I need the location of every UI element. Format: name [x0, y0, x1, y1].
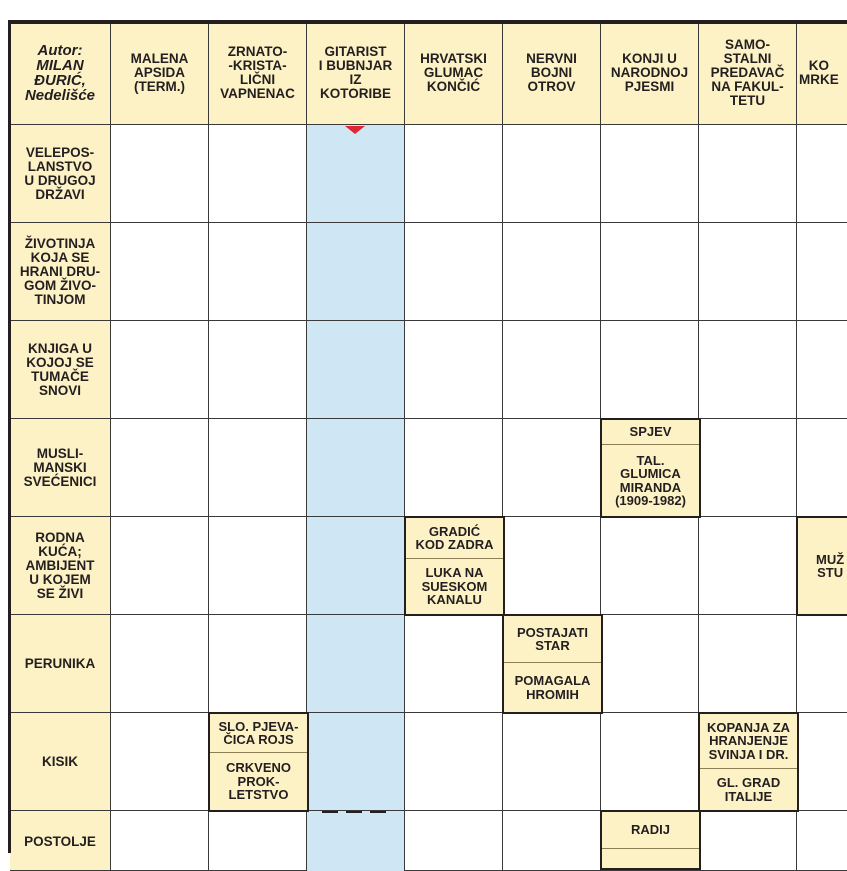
- header-clue-cut-off: KO MRKE: [797, 22, 847, 125]
- header-clue-samostalni-predavac: SAMO- STALNI PREDAVAČ NA FAKUL- TETU: [699, 22, 797, 125]
- answer-cell[interactable]: [601, 713, 699, 811]
- answer-cell[interactable]: [601, 615, 699, 713]
- answer-cell[interactable]: [405, 811, 503, 871]
- answer-cell[interactable]: [699, 419, 797, 517]
- header-clue-nervni-otrov: NERVNI BOJNI OTROV: [503, 22, 601, 125]
- clue-box-spjev: [600, 418, 701, 518]
- row-clue-perunika: PERUNIKA: [10, 615, 111, 713]
- answer-cell[interactable]: [503, 517, 601, 615]
- answer-cell[interactable]: [699, 125, 797, 223]
- clue-spjev: SPJEV: [629, 424, 672, 440]
- answer-cell[interactable]: [405, 615, 503, 713]
- clue-box-muz: [796, 516, 847, 616]
- answer-cell[interactable]: [797, 811, 847, 871]
- answer-cell[interactable]: [111, 223, 209, 321]
- top-margin: [0, 0, 847, 22]
- clue-radij: RADIJ: [630, 822, 670, 838]
- row-clue-muslimanski: MUSLI- MANSKI SVEĆENICI: [10, 419, 111, 517]
- answer-cell[interactable]: [797, 223, 847, 321]
- answer-cell[interactable]: [699, 615, 797, 713]
- row-clue-knjiga: KNJIGA U KOJOJ SE TUMAČE SNOVI: [10, 321, 111, 419]
- answer-cell[interactable]: [699, 321, 797, 419]
- answer-cell[interactable]: [111, 125, 209, 223]
- answer-cell[interactable]: [797, 125, 847, 223]
- author-credit: Autor: MILAN ĐURIĆ, Nedelišće: [10, 22, 111, 125]
- answer-cell[interactable]: [405, 713, 503, 811]
- answer-cell[interactable]: [601, 223, 699, 321]
- clue-crkveno-prokletstvo: CRKVENO PROK- LETSTVO: [210, 752, 307, 810]
- answer-cell[interactable]: [307, 321, 405, 419]
- row-clue-postolje: POSTOLJE: [10, 811, 111, 871]
- answer-cell[interactable]: [503, 321, 601, 419]
- answer-cell[interactable]: [797, 615, 847, 713]
- clue-kopanja-za-hranjenje: KOPANJA ZA HRANJENJE SVINJA I DR.: [706, 719, 791, 762]
- header-clue-zrnato-kristalicni: ZRNATO- -KRISTA- LIČNI VAPNENAC: [209, 22, 307, 125]
- answer-cell[interactable]: [209, 125, 307, 223]
- answer-cell[interactable]: [307, 223, 405, 321]
- answer-cell[interactable]: [503, 811, 601, 871]
- answer-cell[interactable]: [209, 811, 307, 871]
- header-clue-malena-apsida: MALENA APSIDA (TERM.): [111, 22, 209, 125]
- answer-cell[interactable]: [209, 615, 307, 713]
- answer-cell[interactable]: [307, 125, 405, 223]
- answer-cell[interactable]: [503, 125, 601, 223]
- clue-postajati-star: POSTAJATI STAR: [516, 624, 589, 653]
- answer-cell[interactable]: [405, 321, 503, 419]
- clue-tal-glumica: TAL. GLUMICA MIRANDA (1909-1982): [602, 444, 699, 516]
- answer-cell[interactable]: [601, 321, 699, 419]
- dashed-divider-3: [370, 811, 386, 813]
- answer-cell[interactable]: [111, 321, 209, 419]
- dashed-divider-1: [322, 811, 338, 813]
- header-clue-konji: KONJI U NARODNOJ PJESMI: [601, 22, 699, 125]
- clue-box-kopanja: [698, 712, 799, 812]
- clue-box-postajati: [502, 614, 603, 714]
- row-clue-veleposlanstvo: VELEPOS- LANSTVO U DRUGOJ DRŽAVI: [10, 125, 111, 223]
- answer-cell[interactable]: [307, 713, 405, 811]
- row-clue-rodna-kuca: RODNA KUĆA; AMBIJENT U KOJEM SE ŽIVI: [10, 517, 111, 615]
- grid-top-border: [10, 20, 847, 24]
- answer-cell[interactable]: [111, 517, 209, 615]
- clue-box-radij: [600, 810, 701, 870]
- answer-cell[interactable]: [209, 223, 307, 321]
- answer-cell[interactable]: [699, 811, 797, 871]
- answer-cell[interactable]: [307, 811, 405, 871]
- clue-gl-grad-italije: GL. GRAD ITALIJE: [700, 768, 797, 810]
- start-arrow-icon: [345, 126, 365, 134]
- answer-cell[interactable]: [405, 125, 503, 223]
- row-clue-zivotinja: ŽIVOTINJA KOJA SE HRANI DRU- GOM ŽIVO- TINJOM: [10, 223, 111, 321]
- clue-box-slo-pjevacica: [208, 712, 309, 812]
- answer-cell[interactable]: [111, 419, 209, 517]
- clue-luka-sueski-kanal: LUKA NA SUESKOM KANALU: [406, 558, 503, 614]
- header-clue-gitarist: GITARIST I BUBNJAR IZ KOTORIBE: [307, 22, 405, 125]
- answer-cell[interactable]: [111, 713, 209, 811]
- answer-cell[interactable]: [307, 419, 405, 517]
- dashed-divider-2: [346, 811, 362, 813]
- answer-cell[interactable]: [307, 615, 405, 713]
- answer-cell[interactable]: [699, 223, 797, 321]
- grid-left-border: [8, 20, 11, 853]
- answer-cell[interactable]: [699, 517, 797, 615]
- answer-cell[interactable]: [209, 419, 307, 517]
- clue-gradic-kod-zadra: GRADIĆ KOD ZADRA: [415, 523, 494, 552]
- answer-cell[interactable]: [797, 321, 847, 419]
- answer-cell[interactable]: [209, 321, 307, 419]
- answer-cell[interactable]: [797, 419, 847, 517]
- answer-cell[interactable]: [111, 811, 209, 871]
- clue-pomagala-hromih: POMAGALA HROMIH: [504, 662, 601, 712]
- clue-box-gradic: [404, 516, 505, 616]
- row-clue-kisik: KISIK: [10, 713, 111, 811]
- header-clue-hrvatski-glumac: HRVATSKI GLUMAC KONČIĆ: [405, 22, 503, 125]
- answer-cell[interactable]: [405, 223, 503, 321]
- clue-radij-second: [602, 848, 699, 868]
- answer-cell[interactable]: [503, 713, 601, 811]
- answer-cell[interactable]: [503, 223, 601, 321]
- answer-cell[interactable]: [601, 517, 699, 615]
- clue-slo-pjevacica: SLO. PJEVA- ČICA ROJS: [218, 718, 299, 747]
- answer-cell[interactable]: [307, 517, 405, 615]
- answer-cell[interactable]: [405, 419, 503, 517]
- answer-cell[interactable]: [503, 419, 601, 517]
- answer-cell[interactable]: [111, 615, 209, 713]
- answer-cell[interactable]: [797, 713, 847, 811]
- clue-muz-stu: MUŽ STU: [816, 551, 845, 580]
- answer-cell[interactable]: [601, 125, 699, 223]
- answer-cell[interactable]: [209, 517, 307, 615]
